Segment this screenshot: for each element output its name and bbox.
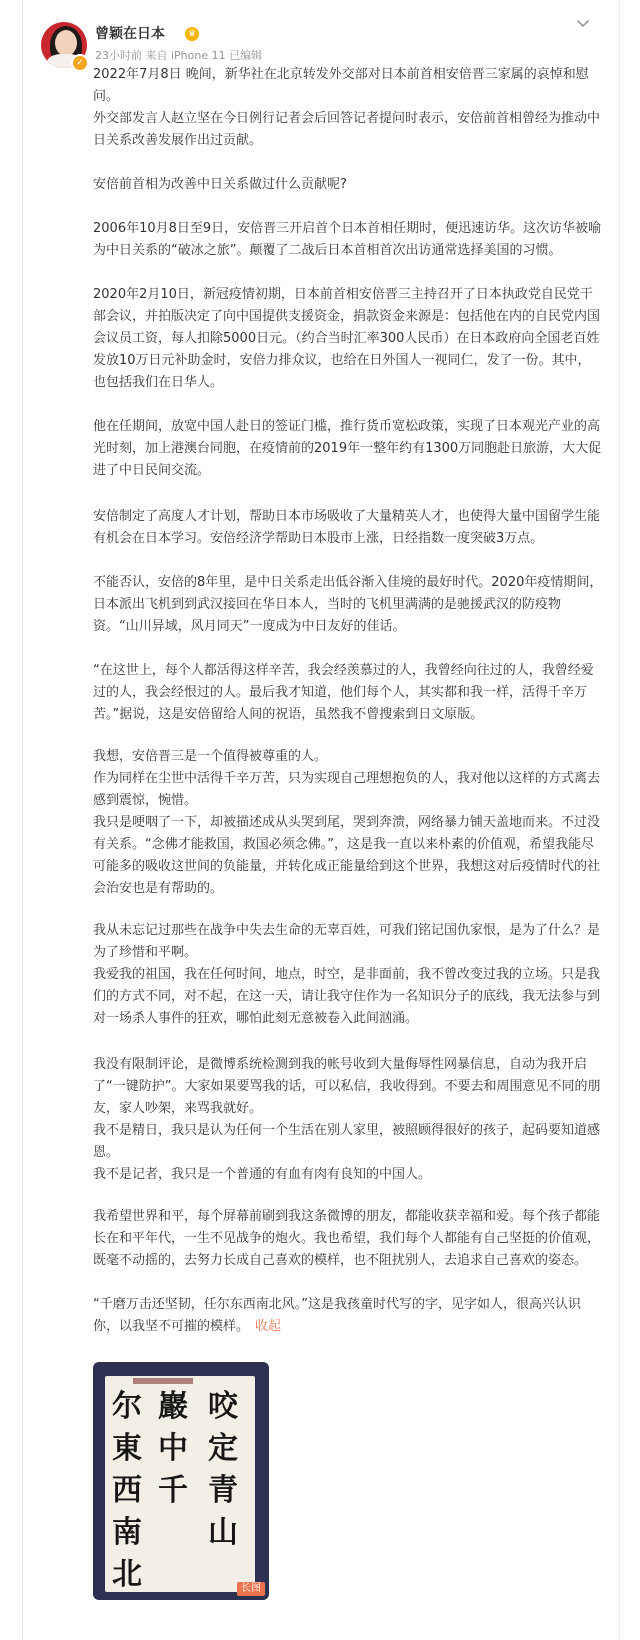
collapse-link[interactable]: 收起 [255,1319,282,1334]
post-content [93,64,603,1338]
calligraphy-column-middle: 巖 中 千 [158,1389,188,1508]
calligraphy-text: “千磨万击还坚韧，任尔东西南北风。”这是我孩童时代写的字，见字如人，很高兴认识你，以我坚不可摧的模样。 [93,1297,581,1334]
calligraphy-column-right: 咬 定 青 山 [208,1389,238,1550]
post-meta: 23小时前 来自 iPhone 11 已编辑 [95,49,263,62]
paragraph-calligraphy [93,1294,603,1338]
avatar-face [55,30,77,56]
calligraphy-column-left: 尔 東 西 南 北 [112,1389,142,1592]
paragraph-2006: 2006年10月8日至9日，安倍晋三开启首个日本首相任期时，便迅速访华。这次访华被喻为中日关系的“破冰之旅”。颠覆了二战后日本首相首次出访通常选择美国的习惯。 [93,221,602,258]
verified-badge-icon: ✓ [71,54,89,72]
paper-header-stamp [133,1378,193,1384]
username[interactable]: 曾颖在日本 [95,26,165,42]
member-crown-icon[interactable]: ♛ [185,27,199,41]
paragraph-question: 安倍前首相为改善中日关系做过什么贡献呢? [93,177,347,192]
paragraph-quote: “在这世上，每个人都活得这样辛苦，我会经羡慕过的人，我曾经向往过的人，我曾经爱过的人，我会经恨过的人。最后我才知道，他们每个人，其实都和我一样，活得千辛万苦。”据说，这是安倍留给人间的祝语，虽然我不曾搜索到日文原版。 [93,663,594,722]
paragraph-respect: 我想，安倍晋三是一个值得被尊重的人。 作为同样在尘世中活得千辛万苦，只为实现自己理想抱负的人，我对他以这样的方式离去感到震惊，惋惜。 我只是哽咽了一下，却被描述成从头哭到尾，哭到奔溃，网络暴力铺天盖地而来。不过没有关系。“念佛才能救国，救国必须念佛。”，这是我一直以来朴素的价值观，希望我能尽可能多的吸收这世间的负能量，并转化成正能量给到这个世界，我想这对后疫情时代的社会治安也是有帮助的。 [93,749,601,896]
paragraph-peace: 我从未忘记过那些在战争中失去生命的无辜百姓，可我们铭记国仇家恨，是为了什么？是为了珍惜和平啊。 我爱我的祖国，我在任何时间，地点，时空，是非面前，我不曾改变过我的立场。只是我们的方式不同，对不起，在这一天，请让我守住作为一名知识分子的底线，我无法参与到对一场杀人事件的狂欢，哪怕此刻无意被卷入此间汹涌。 [93,923,601,1026]
paragraph-eight-years: 不能否认，安倍的8年里，是中日关系走出低谷渐入佳境的最好时代。2020年疫情期间，日本派出飞机到到武汉接回在华日本人，当时的飞机里满满的是驰援武汉的防疫物资。“山川异域，风月同天”一度成为中日友好的佳话。 [93,575,603,634]
paragraph-tenure: 他在任期间，放宽中国人赴日的签证门槛，推行货币宽松政策，实现了日本观光产业的高光时刻，加上港澳台同胞，在疫情前的2019年一整年约有1300万同胞赴日旅游，大大促进了中日民间交流。 [93,419,602,478]
paragraph-comments: 我没有限制评论，是微博系统检测到我的帐号收到大量侮辱性网暴信息，自动为我开启了“一键防护”。大家如果要骂我的话，可以私信，我收得到。不要去和周围意见不同的朋友，家人吵架，来骂我就好。 我不是精日，我只是认为任何一个生活在别人家里，被照顾得很好的孩子，起码要知道感恩。 我不是记者，我只是一个普通的有血有肉有良知的中国人。 [93,1057,601,1182]
paragraph-talent: 安倍制定了高度人才计划，帮助日本市场吸收了大量精英人才，也使得大量中国留学生能有机会在日本学习。安倍经济学帮助日本股市上涨，日经指数一度突破3万点。 [93,509,601,546]
chevron-down-icon[interactable] [575,16,591,32]
paragraph-condolence: 2022年7月8日 晚间，新华社在北京转发外交部对日本前首相安倍晋三家属的哀悼和慰问。 外交部发言人赵立坚在今日例行记者会后回答记者提问时表示，安倍前首相曾经为推动中日关系改善发展作出过贡献。 [93,67,601,148]
paragraph-wish: 我希望世界和平，每个屏幕前刷到我这条微博的朋友，都能收获幸福和爱。每个孩子都能长在和平年代，一生不见战争的炮火。我也希望，我们每个人都能有自己坚挺的价值观，既毫不动摇的，去努力长成自己喜欢的模样，也不阻扰别人，去追求自己喜欢的姿态。 [93,1209,601,1268]
long-image-badge: 长图 [237,1582,265,1596]
paragraph-2020: 2020年2月10日，新冠疫情初期，日本前首相安倍晋三主持召开了日本执政党自民党干部会议，并拍版决定了向中国提供支援资金，捐款资金来源是：包括他在内的自民党内国会议员工资，每人扣除5000日元。（约合当时汇率300人民币）在日本政府向全国老百姓发放10万日元补助金时，安倍力排众议，也给在日外国人一视同仁，发了一份。其中，也包括我们在日华人。 [93,287,601,390]
calligraphy-image[interactable] [93,1362,269,1600]
weibo-post-card [22,0,620,1640]
